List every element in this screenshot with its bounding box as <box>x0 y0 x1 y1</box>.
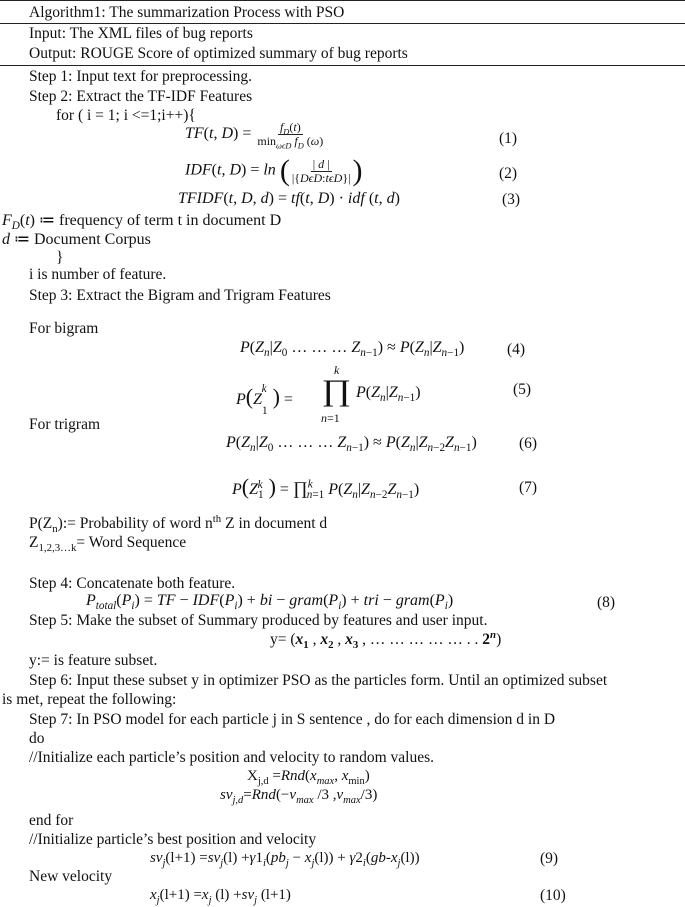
d-definition-label: Document Corpus <box>34 231 151 248</box>
equation-number-3: (3) <box>502 191 521 208</box>
fd-definition-label: frequency of term t in document D <box>58 212 282 229</box>
equation-number-5: (5) <box>513 381 532 398</box>
fd-definition: $F_D(t)$ ≔ frequency of term t in document D <box>2 212 282 233</box>
equation-2: IDF(t, D) = ln ( $\frac{| d |}{\text{|\{DϵD:tϵD\}|}}$ ) <box>185 154 363 187</box>
equation-6: $P(Z_n|Z_0$ … … … $Z_{n-1}) \approx P(Z_n|Z_{n-2}Z_{n-1})$ <box>226 434 477 455</box>
equation-number-9: (9) <box>540 850 559 867</box>
for-bigram: For bigram <box>29 320 99 337</box>
equation-number-1: (1) <box>499 130 518 147</box>
for-trigram: For trigram <box>29 416 101 433</box>
init-comment-2: //Initialize particle’s best position and velocity <box>29 831 317 848</box>
equation-number-8: (8) <box>597 594 616 611</box>
equation-number-10: (10) <box>540 887 566 904</box>
d-definition: d ≔ Document Corpus <box>2 231 151 248</box>
algorithm-output: Output: ROUGE Score of optimized summary of bug reports <box>29 45 408 62</box>
for-loop: for ( i = 1; i <=1;i++){ <box>56 107 196 124</box>
equation-9: $sv_j(l+1) =sv_j(l) +\gamma 1_i(pb_j - x_j(l)) + \gamma 2_i(gb-x_j(l))$ <box>150 850 420 869</box>
do-keyword: do <box>29 730 45 747</box>
pz-definition-tail: Z in document d <box>225 515 328 532</box>
step-6: Step 6: Input these subset y in optimizer PSO as the particles form. Until an optimized subset <box>29 672 608 689</box>
y-description: y:= is feature subset. <box>29 652 158 669</box>
end-for: end for <box>29 812 74 829</box>
position-init-equation: $X_{j,d} =Rnd(x_{max}$, $x_{min}$) <box>247 768 370 787</box>
equation-1: TF(t, D) = $\frac{f_D(t)}{\min_{\omega\epsilon D} f_D (\omega)}$ <box>185 120 324 150</box>
equation-number-2: (2) <box>499 165 518 182</box>
step-6-continued: is met, repeat the following: <box>2 691 177 708</box>
step-7: Step 7: In PSO model for each particle j in S sentence , do for each dimension d in D <box>29 711 556 728</box>
equation-8: $P_{total}(P_i)$ = TF − $IDF(P_i)$ + bi − $gram(P_i)$ + tri − $gram(P_i)$ <box>86 592 454 613</box>
word-sequence-label: = Word Sequence <box>76 534 187 551</box>
velocity-init-equation: $sv_{j,d}=Rnd(-v_{max}$ /3 $,v_{max}/3$) <box>220 787 378 806</box>
step-2: Step 2: Extract the TF-IDF Features <box>29 88 253 105</box>
init-comment-1: //Initialize each particle’s position and velocity to random values. <box>29 749 435 766</box>
equation-number-7: (7) <box>519 479 538 496</box>
step-4: Step 4: Concatenate both feature. <box>29 575 236 592</box>
word-sequence-definition: $Z_{1,2,3\dots k}=$ Word Sequence <box>29 534 187 555</box>
pz-definition-label: Probability of word n <box>79 515 213 532</box>
i-description: i is number of feature. <box>29 266 167 283</box>
close-brace: } <box>56 249 64 266</box>
new-velocity-label: New velocity <box>29 868 113 885</box>
equation-10: $x_j(l+1) =x_j$ $(l) +sv_j$ (l+1) <box>150 887 291 906</box>
equation-4: $P(Z_n|Z_0$ … … … $Z_{n-1}) \approx P(Z_n|Z_{n-1})$ <box>240 339 465 360</box>
step-3: Step 3: Extract the Bigram and Trigram Features <box>29 287 331 304</box>
algorithm-title: Algorithm1: The summarization Process with PSO <box>29 4 345 21</box>
equation-number-4: (4) <box>507 341 526 358</box>
equation-7: $P(Z_1^k$ ) = ∏$^k_{n=1}$ $P(Z_n|Z_{n-2}Z_{n-1})$ <box>232 474 420 502</box>
equation-3: TFIDF(t, D, d) = tf(t, D) · idf (t, d) <box>178 190 400 207</box>
y-subset-equation: $y= (x_1$ , $x_2$ , $x_3$ , … … … … … . . 2$^n$) <box>270 628 502 652</box>
step-5: Step 5: Make the subset of Summary produced by features and user input. <box>29 612 488 629</box>
step-1: Step 1: Input text for preprocessing. <box>29 68 252 85</box>
pz-definition: $P(Z_n):=$ Probability of word $n^{th}$ Z in document d <box>29 512 328 536</box>
equation-number-6: (6) <box>519 435 538 452</box>
algorithm-input: Input: The XML files of bug reports <box>29 25 253 42</box>
